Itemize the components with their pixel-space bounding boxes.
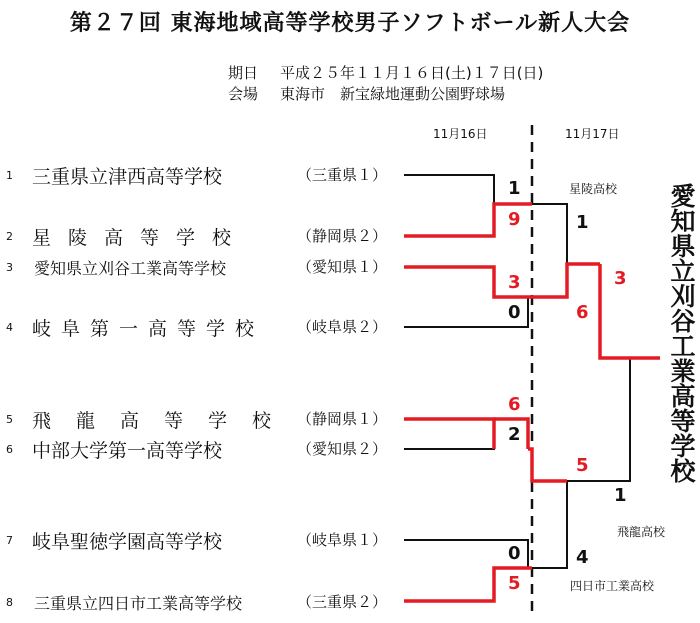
team-2-pref: （静岡県２） — [297, 227, 388, 245]
team-6-name: 中部大学第一高等学校 — [32, 440, 223, 462]
path-sf1-bottom — [532, 264, 600, 297]
team-7-name: 岐阜聖徳学園高等学校 — [32, 531, 223, 553]
score-final-bottom: 1 — [614, 485, 627, 506]
tournament-title: 第２７回 東海地域高等学校男子ソフトボール新人大会 — [69, 11, 631, 36]
venue-value: 東海市 新宝緑地運動公園野球場 — [280, 85, 506, 103]
schedule-value: 平成２５年１１月１６日(土)１７日(日) — [280, 64, 544, 82]
path-sf2-top — [528, 449, 567, 481]
seed-3: 3 — [6, 261, 13, 274]
score-r1m4-bottom: 5 — [508, 573, 521, 594]
score-sf2-top: 5 — [576, 455, 589, 476]
note-sf2-bottom: 四日市工業高校 — [570, 579, 655, 593]
seed-8: 8 — [6, 596, 13, 609]
score-r1m3-bottom: 2 — [508, 424, 521, 445]
score-sf1-top: 1 — [576, 212, 589, 233]
score-r1m2-bottom: 0 — [508, 302, 521, 323]
path-final-top — [600, 264, 660, 358]
score-r1m1-top: 1 — [508, 178, 521, 199]
team-6-pref: （愛知県２） — [297, 440, 388, 458]
score-sf1-bottom: 6 — [576, 302, 589, 323]
team-3-name: 愛知県立刈谷工業高等学校 — [34, 259, 227, 278]
team-4-name: 岐阜第一高等学校 — [32, 318, 265, 340]
seed-1: 1 — [6, 169, 13, 182]
losing-paths — [404, 175, 630, 568]
team-5-pref: （静岡県１） — [297, 410, 388, 428]
note-sf2-top: 飛龍高校 — [617, 525, 666, 539]
seed-7: 7 — [6, 534, 13, 547]
team-7-pref: （岐阜県１） — [297, 531, 388, 549]
seed-4: 4 — [6, 321, 13, 334]
team-8-name: 三重県立四日市工業高等学校 — [34, 594, 243, 613]
path-sf2-bottom — [532, 481, 567, 568]
team-5-name: 飛龍高等学校 — [32, 410, 297, 432]
path-sf1-top — [532, 204, 567, 264]
team-2-name: 星陵高等学校 — [32, 227, 249, 249]
note-sf1-top: 星陵高校 — [569, 182, 618, 196]
score-r1m2-top: 3 — [508, 272, 521, 293]
score-final-top: 3 — [614, 268, 627, 289]
team-3-pref: （愛知県１） — [297, 258, 388, 276]
team-4-pref: （岐阜県２） — [297, 318, 388, 336]
seed-2: 2 — [6, 230, 13, 243]
score-r1m3-top: 6 — [508, 394, 521, 415]
team-8-pref: （三重県２） — [297, 593, 388, 611]
seed-5: 5 — [6, 413, 13, 426]
score-r1m1-bottom: 9 — [508, 209, 521, 230]
score-sf2-bottom: 4 — [576, 547, 589, 568]
team-1-pref: （三重県１） — [297, 166, 388, 184]
champion-name: 愛知県立刈谷工業高等学校 — [667, 183, 696, 483]
schedule-label: 期日 — [228, 64, 259, 82]
venue-label: 会場 — [228, 85, 259, 103]
team-1-name: 三重県立津西高等学校 — [32, 166, 223, 188]
date-day2: 11月17日 — [565, 127, 620, 141]
path-team5 — [404, 419, 494, 449]
path-team6 — [404, 419, 494, 449]
path-team1 — [404, 175, 494, 204]
seed-6: 6 — [6, 443, 13, 456]
date-day1: 11月16日 — [433, 127, 488, 141]
score-r1m4-top: 0 — [508, 543, 521, 564]
